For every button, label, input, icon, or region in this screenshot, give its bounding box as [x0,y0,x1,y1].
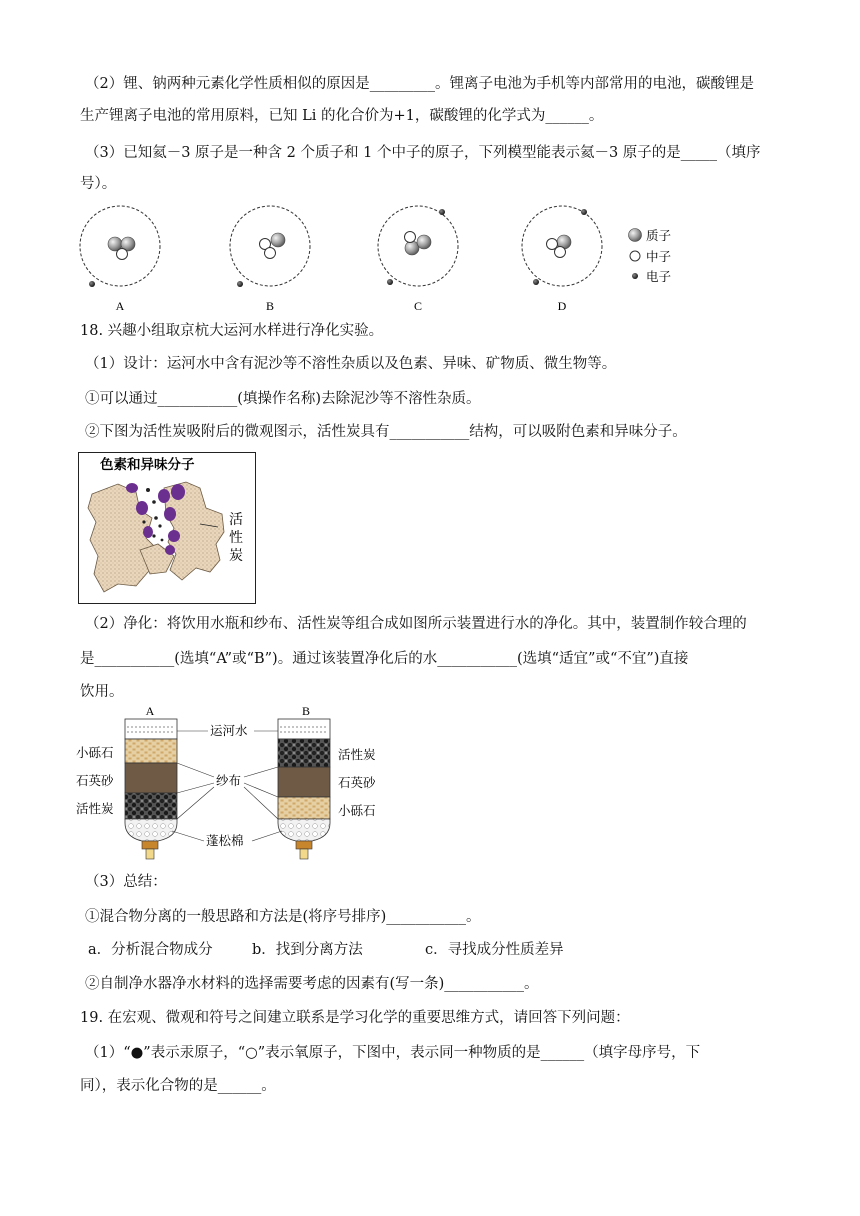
right-label-sand: 石英砂 [338,775,376,790]
model-c-label: C [413,299,423,313]
q19-part1-line1: （1）“●”表示汞原子，“○”表示氧原子，下图中，表示同一种物质的是______（填字母序号，下 [85,1045,701,1061]
proton-legend-icon [629,229,642,242]
bottle-a-label: A [145,704,155,718]
q17-part2-line1: （2）锂、钠两种元素化学性质相似的原因是_________。锂离子电池为手机等内部常用的电池，碳酸锂是 [85,76,754,92]
water-label: 运河水 [210,723,248,738]
q18-item2: ②下图为活性炭吸附后的微观图示，活性炭具有___________结构，可以吸附色素和异味分子。 [85,424,687,440]
activated-carbon-figure [78,452,256,604]
electron-legend-label: 电子 [646,270,672,284]
carbon-label-1: 活 [229,512,243,528]
neutron-legend-icon [630,251,640,261]
left-label-gravel: 小砾石 [76,745,114,760]
q18-purify-line3: 饮用。 [80,684,124,700]
carbon-figure-title: 色素和异味分子 [100,457,195,473]
q19-part1-line2: 同），表示化合物的是______。 [80,1078,276,1094]
carbon-label-3: 炭 [229,548,243,564]
model-d-label: D [557,299,567,313]
atom-legend [629,228,672,284]
model-a-label: A [115,299,125,313]
q17-part2-line2: 生产锂离子电池的常用原料，已知 Li 的化合价为+1，碳酸锂的化学式为______。 [80,108,604,124]
right-label-gravel: 小砾石 [338,803,376,818]
q18-summary: （3）总结： [85,874,167,890]
atom-models-figure [70,200,710,318]
carbon-label-2: 性 [229,530,243,546]
q18-item1: ①可以通过___________(填操作名称)去除泥沙等不溶性杂质。 [85,391,481,407]
bottle-a [125,719,177,859]
water-filter-figure [72,703,392,867]
atom-model-b [230,206,310,313]
neutron-legend-label: 中子 [646,250,672,264]
q18-purify-line2: 是___________(选填“A”或“B”)。通过该装置净化后的水___________(选填“适宜”或“不宜”)直接 [80,651,689,667]
q18-option-b: b．找到分离方法 [252,942,363,958]
model-b-label: B [265,299,275,313]
q19-title: 19. 在宏观、微观和符号之间建立联系是学习化学的重要思维方式，请回答下列问题： [80,1010,630,1026]
gauze-label: 纱布 [216,773,242,788]
left-label-sand: 石英砂 [76,773,114,788]
bottle-b [278,719,330,859]
q18-option-c: c．寻找成分性质差异 [425,942,564,958]
atom-model-a [80,206,160,313]
bottle-b-label: B [301,704,311,718]
q18-purify-line1: （2）净化：将饮用水瓶和纱布、活性炭等组合成如图所示装置进行水的净化。其中，装置制作较合理的 [85,616,747,632]
q17-part3-line1: （3）已知氦－3 原子是一种含 2 个质子和 1 个中子的原子，下列模型能表示氦－3 原子的是_____（填序 [85,145,761,161]
q18-summary-item1: ①混合物分离的一般思路和方法是(将序号排序)___________。 [85,909,481,925]
q18-summary-item2: ②自制净水器净水材料的选择需要考虑的因素有(写一条)___________。 [85,976,539,992]
electron-legend-icon [632,273,638,279]
atom-model-d [522,206,602,313]
cotton-label: 蓬松棉 [206,833,244,848]
left-label-carbon: 活性炭 [76,801,114,816]
q17-part3-line2: 号）。 [80,176,117,192]
proton-legend-label: 质子 [646,229,672,243]
q18-design: （1）设计：运河水中含有泥沙等不溶性杂质以及色素、异味、矿物质、微生物等。 [85,356,617,372]
q18-option-a: a．分析混合物成分 [88,942,213,958]
atom-model-c [378,206,458,313]
q18-title: 18. 兴趣小组取京杭大运河水样进行净化实验。 [80,323,384,339]
right-label-carbon: 活性炭 [338,747,376,762]
